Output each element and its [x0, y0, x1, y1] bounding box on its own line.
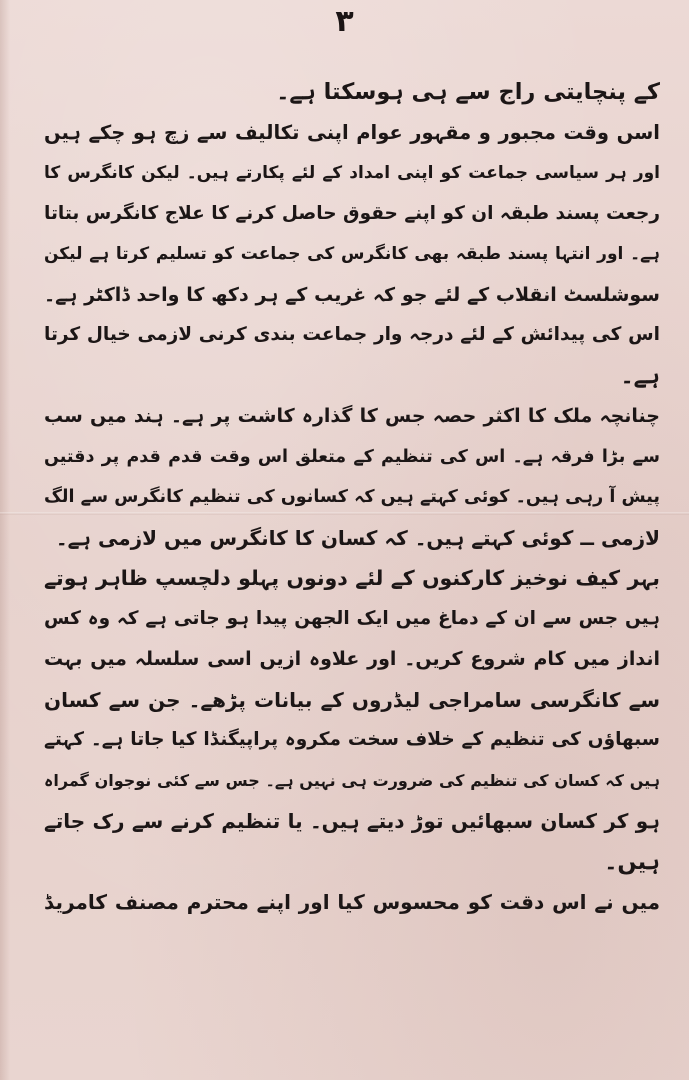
text-line: اس کی پیدائش کے لئے درجہ وار جماعت بندی کرنی لازمی خیال کرتا [44, 324, 660, 345]
text-line: پیش آ رہی ہیں۔ کوئی کہتے ہیں کہ کسانوں کی تنظیم کانگرس سے الگ [44, 487, 660, 507]
text-line: ہے۔ [620, 362, 660, 389]
text-line: انداز میں کام شروع کریں۔ اور علاوہ ازیں اسی سلسلہ میں بہت [44, 648, 660, 670]
text-line: اسں وقت مجبور و مقہور عوام اپنی تکالیف سے زچ ہو چکے ہیں [44, 120, 660, 144]
text-line: سے کانگرسی سامراجی لیڈروں کے بیانات پڑھے۔ جن سے کسان [44, 687, 660, 712]
text-line: اور ہر سیاسی جماعت کو اپنی امداد کے لئے پکارتے ہیں۔ لیکن کانگرس کا [44, 163, 660, 183]
text-line: ہے۔ اور انتہا پسند طبقہ بھی کانگرس کی جماعت کو تسلیم کرتا ہے لیکن [44, 244, 660, 264]
text-line: رجعت پسند طبقہ ان کو اپنے حقوق حاصل کرنے کا علاج کانگرس بتاتا [44, 202, 660, 224]
text-line: ہیں جس سے ان کے دماغ میں ایک الجھن پیدا ہو جاتی ہے کہ وہ کس [44, 607, 660, 629]
text-line: ہو کر کسان سبھائیں توڑ دیتے ہیں۔ یا تنظیم کرنے سے رک جاتے [44, 809, 660, 833]
text-line: سبھاؤں کی تنظیم کے خلاف سخت مکروہ پراپیگنڈا کیا جاتا ہے۔ کہتے [44, 729, 660, 750]
body-text [44, 72, 660, 923]
text-line: لازمی ــ کوئی کہتے ہیں۔ کہ کسان کا کانگرس میں لازمی ہے۔ [55, 525, 660, 550]
text-line: میں نے اس دقت کو محسوس کیا اور اپنے محترم مصنف کامریڈ [44, 890, 660, 914]
text-line: ہیں۔ [604, 848, 660, 875]
page-edge-shadow [0, 0, 10, 1080]
text-line: ہیں کہ کسان کی تنظیم کی ضرورت ہی نہیں ہے۔ جس سے کئی نوجوان گمراہ [44, 770, 660, 790]
text-line: سوشلسٹ انقلاب کے لئے جو کہ غریب کے ہر دکھ کا واحد ڈاکٹر ہے۔ [44, 283, 660, 306]
page-number: ۳ [335, 4, 354, 39]
text-line: کے پنچایتی راج سے ہی ہوسکتا ہے۔ [276, 79, 660, 105]
text-line: بہر کیف نوخیز کارکنوں کے لئے دونوں پہلو دلچسپ ظاہر ہوتے [44, 566, 660, 590]
text-line: چنانچہ ملک کا اکثر حصہ جس کا گذارہ کاشت پر ہے۔ ہند میں سب [44, 405, 660, 427]
text-line: سے بڑا فرقہ ہے۔ اس کی تنظیم کے متعلق اس وقت قدم قدم پر دقتیں [44, 446, 660, 467]
